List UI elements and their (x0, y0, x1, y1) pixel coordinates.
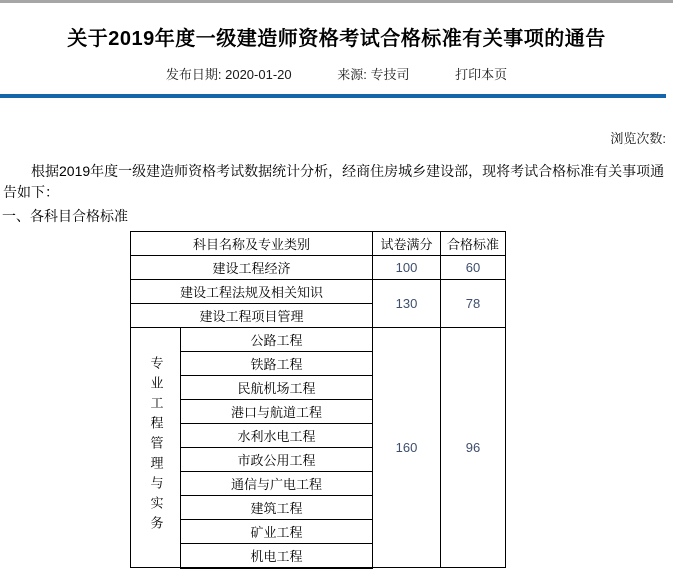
notice-body (0, 161, 673, 569)
subject-cell: 建设工程经济 (131, 256, 373, 280)
print-page-link[interactable]: 打印本页 (455, 67, 508, 82)
pass-score-cell: 96 (441, 328, 506, 568)
intro-paragraph: 根据2019年度一级建造师资格考试数据统计分析，经商住房城乡建设部，现将考试合格标准有关事项通告如下： (3, 163, 665, 200)
col-header-subject: 科目名称及专业类别 (131, 232, 373, 256)
subject-cell: 建设工程项目管理 (131, 304, 373, 328)
subject-cell: 建筑工程 (181, 496, 373, 520)
publish-date-label: 发布日期: (165, 67, 226, 82)
col-header-pass-score: 合格标准 (441, 232, 506, 256)
subject-cell: 水利水电工程 (181, 424, 373, 448)
table-row (131, 328, 506, 352)
blue-divider (0, 94, 666, 98)
subject-cell: 建设工程法规及相关知识 (131, 280, 373, 304)
col-header-full-score: 试卷满分 (373, 232, 441, 256)
subject-cell: 市政公用工程 (181, 448, 373, 472)
meta-row (0, 64, 673, 83)
subject-cell: 公路工程 (181, 328, 373, 352)
publish-date (166, 64, 292, 83)
subject-cell: 民航机场工程 (181, 376, 373, 400)
table-row (131, 256, 506, 280)
views-row (0, 128, 666, 147)
subject-cell: 机电工程 (181, 544, 373, 568)
table-header-row (131, 232, 506, 256)
notice-header (0, 3, 673, 83)
standards-table (130, 231, 506, 569)
practice-group-cell (131, 328, 181, 568)
full-score-cell: 100 (373, 256, 441, 280)
subject-cell: 通信与广电工程 (181, 472, 373, 496)
section-title: 一、各科目合格标准 (2, 208, 128, 224)
table-row (131, 280, 506, 304)
full-score-cell: 130 (373, 280, 441, 328)
publish-date-value: 2020-01-20 (225, 67, 292, 82)
source-label: 来源: (337, 67, 371, 82)
page-title: 关于2019年度一级建造师资格考试合格标准有关事项的通告 (67, 28, 606, 50)
subject-cell: 矿业工程 (181, 520, 373, 544)
pass-score-cell: 60 (441, 256, 506, 280)
pass-score-cell: 78 (441, 280, 506, 328)
subject-cell: 港口与航道工程 (181, 400, 373, 424)
source-value: 专技司 (370, 67, 410, 82)
source (337, 64, 409, 83)
subject-cell: 铁路工程 (181, 352, 373, 376)
views-label: 浏览次数: (610, 131, 666, 146)
practice-group-label: 专业工程管理与实务 (148, 356, 164, 536)
full-score-cell: 160 (373, 328, 441, 568)
